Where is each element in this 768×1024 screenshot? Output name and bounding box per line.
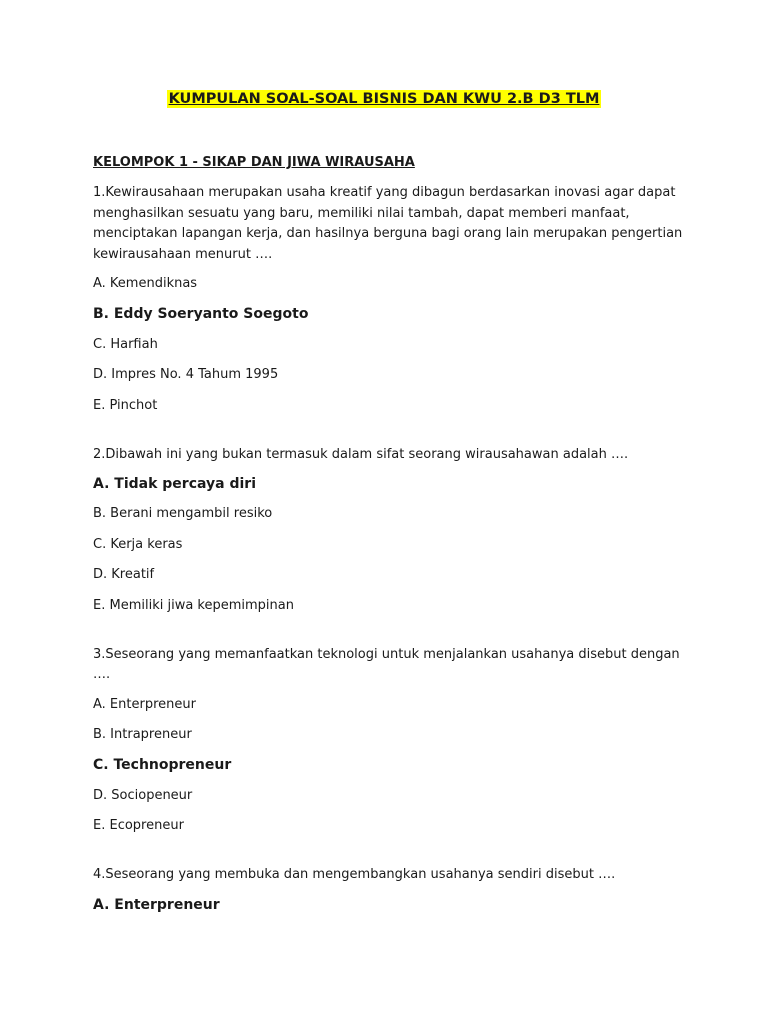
section-heading: KELOMPOK 1 - SIKAP DAN JIWA WIRAUSAHA bbox=[93, 155, 415, 170]
document-title: KUMPULAN SOAL-SOAL BISNIS DAN KWU 2.B D3 TLM bbox=[168, 91, 600, 107]
option-e: E. Pinchot bbox=[93, 397, 158, 413]
question-text: 2.Dibawah ini yang bukan termasuk dalam sifat seorang wirausahawan adalah …. bbox=[93, 446, 629, 462]
option-b: B. Berani mengambil resiko bbox=[93, 506, 273, 522]
option-c: C. Kerja keras bbox=[93, 536, 183, 552]
option-e: E. Memiliki jiwa kepemimpinan bbox=[93, 597, 294, 613]
option-a-answer: A. Tidak percaya diri bbox=[93, 476, 256, 493]
question-text: 4.Seseorang yang membuka dan mengembangkan usahanya sendiri disebut …. bbox=[93, 867, 616, 883]
option-d: D. Sociopeneur bbox=[93, 787, 193, 803]
question-block-3 bbox=[93, 645, 683, 836]
question-block-1 bbox=[93, 183, 683, 415]
option-b-answer: B. Eddy Soeryanto Soegoto bbox=[93, 306, 309, 323]
question-block-4 bbox=[93, 865, 683, 914]
option-c-answer: C. Technopreneur bbox=[93, 757, 232, 774]
option-b: B. Intrapreneur bbox=[93, 727, 192, 743]
option-d: D. Kreatif bbox=[93, 567, 155, 583]
question-block-2 bbox=[93, 445, 683, 615]
option-e: E. Ecopreneur bbox=[93, 818, 184, 834]
title-wrapper bbox=[0, 88, 768, 108]
question-text: 3.Seseorang yang memanfaatkan teknologi untuk menjalankan usahanya disebut dengan …. bbox=[93, 646, 680, 683]
option-c: C. Harfiah bbox=[93, 336, 158, 352]
option-d: D. Impres No. 4 Tahum 1995 bbox=[93, 367, 279, 383]
question-text: 1.Kewirausahaan merupakan usaha kreatif yang dibagun berdasarkan inovasi agar dapat menghasilkan sesuatu yang baru, memiliki nilai tambah, dapat memberi manfaat, menciptakan lapangan kerja, dan hasilnya berguna bagi orang lain merupakan pengertian kewirausahaan menurut …. bbox=[93, 185, 683, 262]
option-a: A. Kemendiknas bbox=[93, 276, 198, 291]
option-a-answer: A. Enterpreneur bbox=[93, 896, 220, 913]
option-a: A. Enterpreneur bbox=[93, 696, 196, 712]
document-content bbox=[93, 154, 683, 944]
